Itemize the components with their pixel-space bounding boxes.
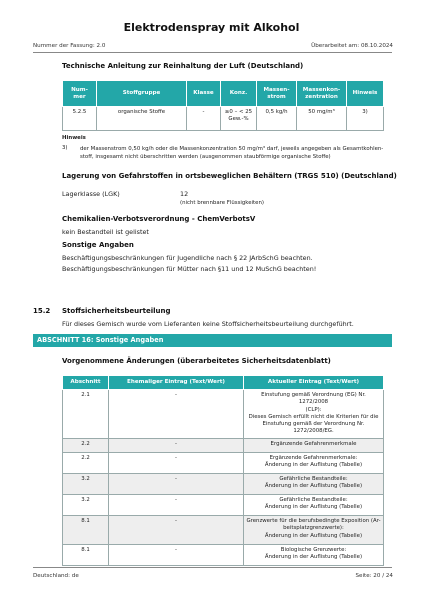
air-cell-massenstrom: 0,5 kg/h xyxy=(257,107,297,131)
air-col-nummer: Num- mer xyxy=(63,81,97,107)
changes-cell-aktuell: Ergänzende Gefahrenmerkmale: Änderung in der Auflistung (Tabelle) xyxy=(244,453,384,474)
changes-cell-abschnitt: 8.1 xyxy=(63,545,109,566)
sec-15-2-text: Für dieses Gemisch wurde vom Lieferanten keine Stoffsicherheitsbeurteilung durchgeführt. xyxy=(62,320,354,328)
changes-cell-abschnitt: 2.2 xyxy=(63,439,109,453)
air-note-text: der Massenstrom 0,50 kg/h oder die Massenkonzentration 50 mg/m³ darf, jeweils angegeben als Gesamtkohlen- stoff, insgesamt nicht überschritten werden (ausgenommen staubförmige organische Stoffe) xyxy=(80,146,384,161)
changes-table xyxy=(62,375,384,566)
changes-col-ehemalig: Ehemaliger Eintrag (Text/Wert) xyxy=(109,376,244,390)
changes-cell-ehemalig: - xyxy=(109,516,244,545)
changes-cell-abschnitt: 3.2 xyxy=(63,495,109,516)
changes-col-abschnitt: Abschnitt xyxy=(63,376,109,390)
air-col-massenkonzentration: Massenkon- zentration xyxy=(297,81,347,107)
air-notes-heading: Hinweis xyxy=(62,135,86,141)
air-cell-klasse: - xyxy=(187,107,221,131)
changes-cell-aktuell: Gefährliche Bestandteile: Änderung in der Auflistung (Tabelle) xyxy=(244,474,384,495)
table-row xyxy=(63,453,384,474)
changes-cell-aktuell: Grenzwerte für die berufsbedingte Exposition (Ar- beitsplatzgrenzwerte): Änderung in der Auflistung (Tabelle) xyxy=(244,516,384,545)
air-cell-nummer: 5.2.5 xyxy=(63,107,97,131)
air-col-massenstrom: Massen- strom xyxy=(257,81,297,107)
air-col-konz: Konz. xyxy=(221,81,257,107)
changes-cell-ehemalig: - xyxy=(109,439,244,453)
table-row xyxy=(63,439,384,453)
changes-cell-ehemalig: - xyxy=(109,474,244,495)
table-row xyxy=(63,545,384,566)
other-line-1: Beschäftigungsbeschränkungen für Jugendliche nach § 22 JArbSchG beachten. xyxy=(62,254,313,262)
changes-cell-aktuell: Gefährliche Bestandteile: Änderung in der Auflistung (Tabelle) xyxy=(244,495,384,516)
changes-heading: Vorgenommene Änderungen (überarbeitetes Sicherheitsdatenblatt) xyxy=(62,357,331,365)
air-col-hinweis: Hinweis xyxy=(347,81,384,107)
other-heading: Sonstige Angaben xyxy=(62,241,134,249)
sec-15-2-number: 15.2 xyxy=(33,307,51,315)
header-divider xyxy=(33,52,392,53)
changes-cell-abschnitt: 8.1 xyxy=(63,516,109,545)
changes-cell-ehemalig: - xyxy=(109,390,244,439)
air-cell-massenkonzentration: 50 mg/m³ xyxy=(297,107,347,131)
chem-text: kein Bestandteil ist gelistet xyxy=(62,228,149,236)
changes-cell-ehemalig: - xyxy=(109,495,244,516)
footer-page-number: Seite: 20 / 24 xyxy=(355,573,393,579)
footer-divider xyxy=(33,567,392,568)
air-cell-konz: ≥0 – < 25 Gew.-% xyxy=(221,107,257,131)
table-row xyxy=(63,474,384,495)
table-row xyxy=(63,516,384,545)
table-row xyxy=(63,495,384,516)
sec-15-2-heading: Stoffsicherheitsbeurteilung xyxy=(62,307,171,315)
changes-cell-abschnitt: 2.2 xyxy=(63,453,109,474)
air-table xyxy=(62,80,384,131)
air-note-key: 3) xyxy=(62,145,68,151)
chem-heading: Chemikalien-Verbotsverordnung - ChemVerbotsV xyxy=(62,215,256,223)
air-heading: Technische Anleitung zur Reinhaltung der Luft (Deutschland) xyxy=(62,62,304,70)
air-cell-stoffgruppe: organische Stoffe xyxy=(97,107,187,131)
section-16-bar: ABSCHNITT 16: Sonstige Angaben xyxy=(33,334,392,347)
storage-value-note: (nicht brennbare Flüssigkeiten) xyxy=(180,200,264,206)
footer-country: Deutschland: de xyxy=(33,573,79,579)
table-row xyxy=(63,390,384,439)
changes-cell-ehemalig: - xyxy=(109,453,244,474)
storage-value: 12 xyxy=(180,190,189,198)
storage-heading: Lagerung von Gefahrstoffen in ortsbeweglichen Behältern (TRGS 510) (Deutschland) xyxy=(62,172,397,180)
changes-cell-abschnitt: 3.2 xyxy=(63,474,109,495)
revised-label: Überarbeitet am: 08.10.2024 xyxy=(311,43,393,49)
air-cell-hinweis: 3) xyxy=(347,107,384,131)
other-line-2: Beschäftigungsbeschränkungen für Mütter nach §11 und 12 MuSchG beachten! xyxy=(62,265,317,273)
version-label: Nummer der Fassung: 2.0 xyxy=(33,43,106,49)
changes-cell-ehemalig: - xyxy=(109,545,244,566)
document-title: Elektrodenspray mit Alkohol xyxy=(123,21,300,34)
changes-cell-aktuell: Biologische Grenzwerte: Änderung in der Auflistung (Tabelle) xyxy=(244,545,384,566)
air-col-stoffgruppe: Stoffgruppe xyxy=(97,81,187,107)
air-col-klasse: Klasse xyxy=(187,81,221,107)
changes-cell-aktuell: Einstufung gemäß Verordnung (EG) Nr. 1272/2008 (CLP): Dieses Gemisch erfüllt nicht die Kriterien für die Einstufung gemäß der Verordnung Nr. 1272/2008/EG. xyxy=(244,390,384,439)
changes-col-aktuell: Aktueller Eintrag (Text/Wert) xyxy=(244,376,384,390)
storage-label: Lagerklasse (LGK) xyxy=(62,190,120,198)
changes-cell-aktuell: Ergänzende Gefahrenmerkmale xyxy=(244,439,384,453)
air-row xyxy=(63,107,384,131)
changes-cell-abschnitt: 2.1 xyxy=(63,390,109,439)
